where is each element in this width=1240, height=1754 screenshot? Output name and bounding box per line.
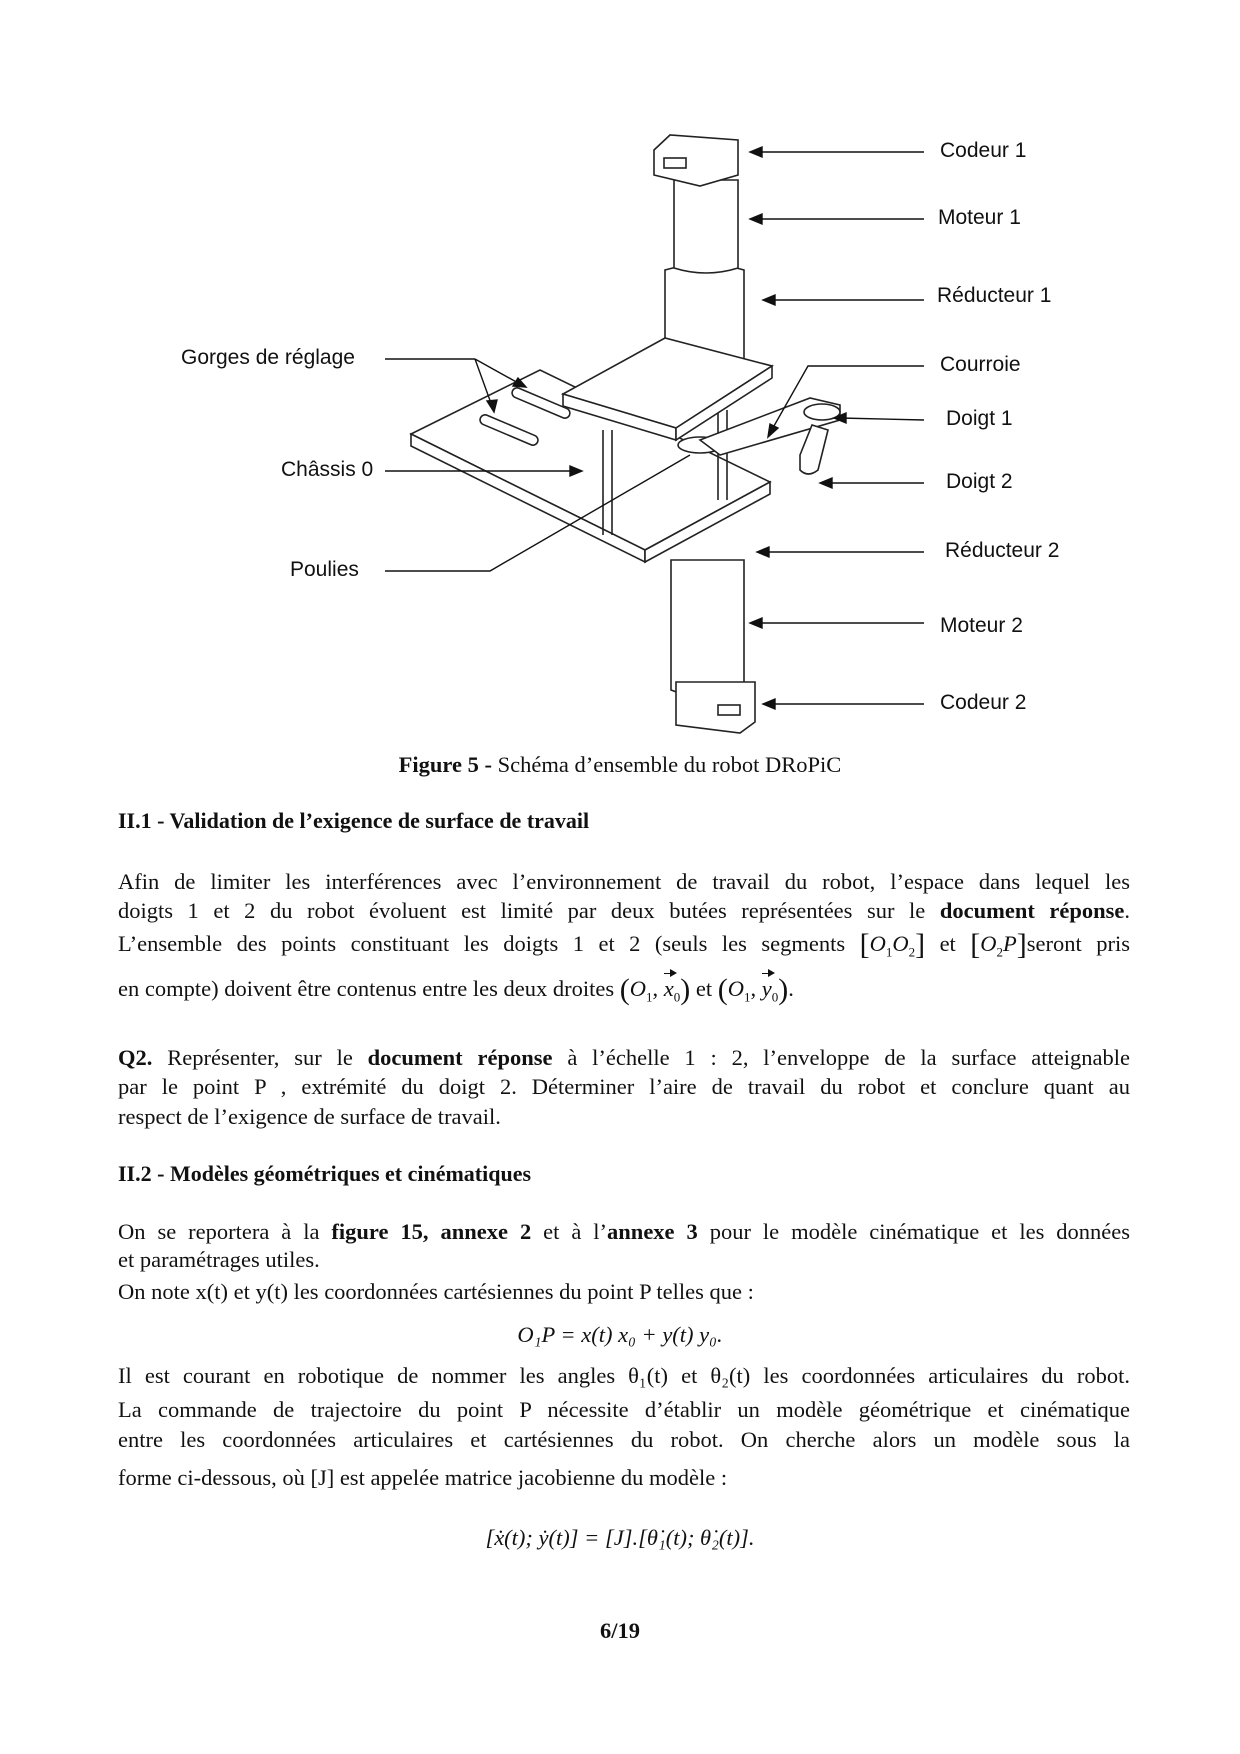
paragraph-line: Afin de limiter les interférences avec l’environnement de travail du robot, l’espace dans lequel les	[118, 869, 1130, 894]
paragraph-line: et paramétrages utiles.	[118, 1247, 320, 1272]
label-doigt-2: Doigt 2	[946, 470, 1013, 493]
section-heading-II1: II.1 - Validation de l’exigence de surface de travail	[118, 808, 590, 833]
paragraph-line: doigts 1 et 2 du robot évoluent est limité par deux butées représentées sur le document réponse.	[118, 898, 1130, 923]
paragraph-line: Il est courant en robotique de nommer les angles θ₁(t) et θ₂(t) les coordonnées articulaires du robot.	[118, 1363, 1130, 1388]
paragraph-line: L’ensemble des points constituant les doigts 1 et 2 (seuls les segments $[O_1O_2]$ et $[O_2P]seront$ pris	[118, 928, 1131, 961]
paragraph-line: On se reportera à la figure 15, annexe 2 et à l’annexe 3 pour le modèle cinématique et les données	[118, 1219, 1131, 1244]
paragraph-line: en compte) doivent être contenus entre les deux droites ($O_1$, $x_0$) et ($O_1$, $y_0$).	[118, 973, 794, 1006]
label-moteur-1: Moteur 1	[938, 206, 1021, 229]
page-number: 6/19	[599, 1618, 640, 1643]
equation-position: O₁P = x(t) x₀ + y(t) y₀.	[517, 1322, 723, 1347]
robot-drawing	[0, 0, 1240, 750]
label-gorges: Gorges de réglage	[181, 346, 355, 369]
label-codeur-2: Codeur 2	[940, 691, 1027, 714]
question-q2-line: respect de l’exigence de surface de travail.	[118, 1104, 501, 1129]
label-reducteur-1: Réducteur 1	[937, 284, 1052, 307]
label-reducteur-2: Réducteur 2	[945, 539, 1060, 562]
paragraph-line: forme ci-dessous, où [J] est appelée matrice jacobienne du modèle :	[118, 1465, 728, 1490]
label-poulies: Poulies	[290, 558, 359, 581]
label-courroie: Courroie	[940, 353, 1021, 376]
paragraph-line: La commande de trajectoire du point P nécessite d’établir un modèle géométrique et cinématique	[118, 1397, 1130, 1422]
question-q2: Q2. Représenter, sur le document réponse à l’échelle 1 : 2, l’enveloppe de la surface atteignable	[118, 1045, 1130, 1070]
paragraph-line: On note x(t) et y(t) les coordonnées cartésiennes du point P telles que :	[118, 1279, 754, 1304]
label-codeur-1: Codeur 1	[940, 139, 1027, 162]
label-doigt-1: Doigt 1	[946, 407, 1013, 430]
section-heading-II2: II.2 - Modèles géométriques et cinématiques	[118, 1161, 532, 1186]
paragraph-line: entre les coordonnées articulaires et cartésiennes du robot. On cherche alors un modèle sous la	[118, 1427, 1130, 1452]
question-q2-line: par le point P , extrémité du doigt 2. Déterminer l’aire de travail du robot et conclure quant au	[118, 1074, 1130, 1099]
equation-jacobian: [ẋ(t); ẏ(t)] = [J].[θ̇₁(t); θ̇₂(t)].	[485, 1525, 755, 1550]
figure-caption: Figure 5 - Schéma d’ensemble du robot DRoPiC	[398, 752, 842, 777]
label-moteur-2: Moteur 2	[940, 614, 1023, 637]
label-chassis: Châssis 0	[281, 458, 374, 481]
